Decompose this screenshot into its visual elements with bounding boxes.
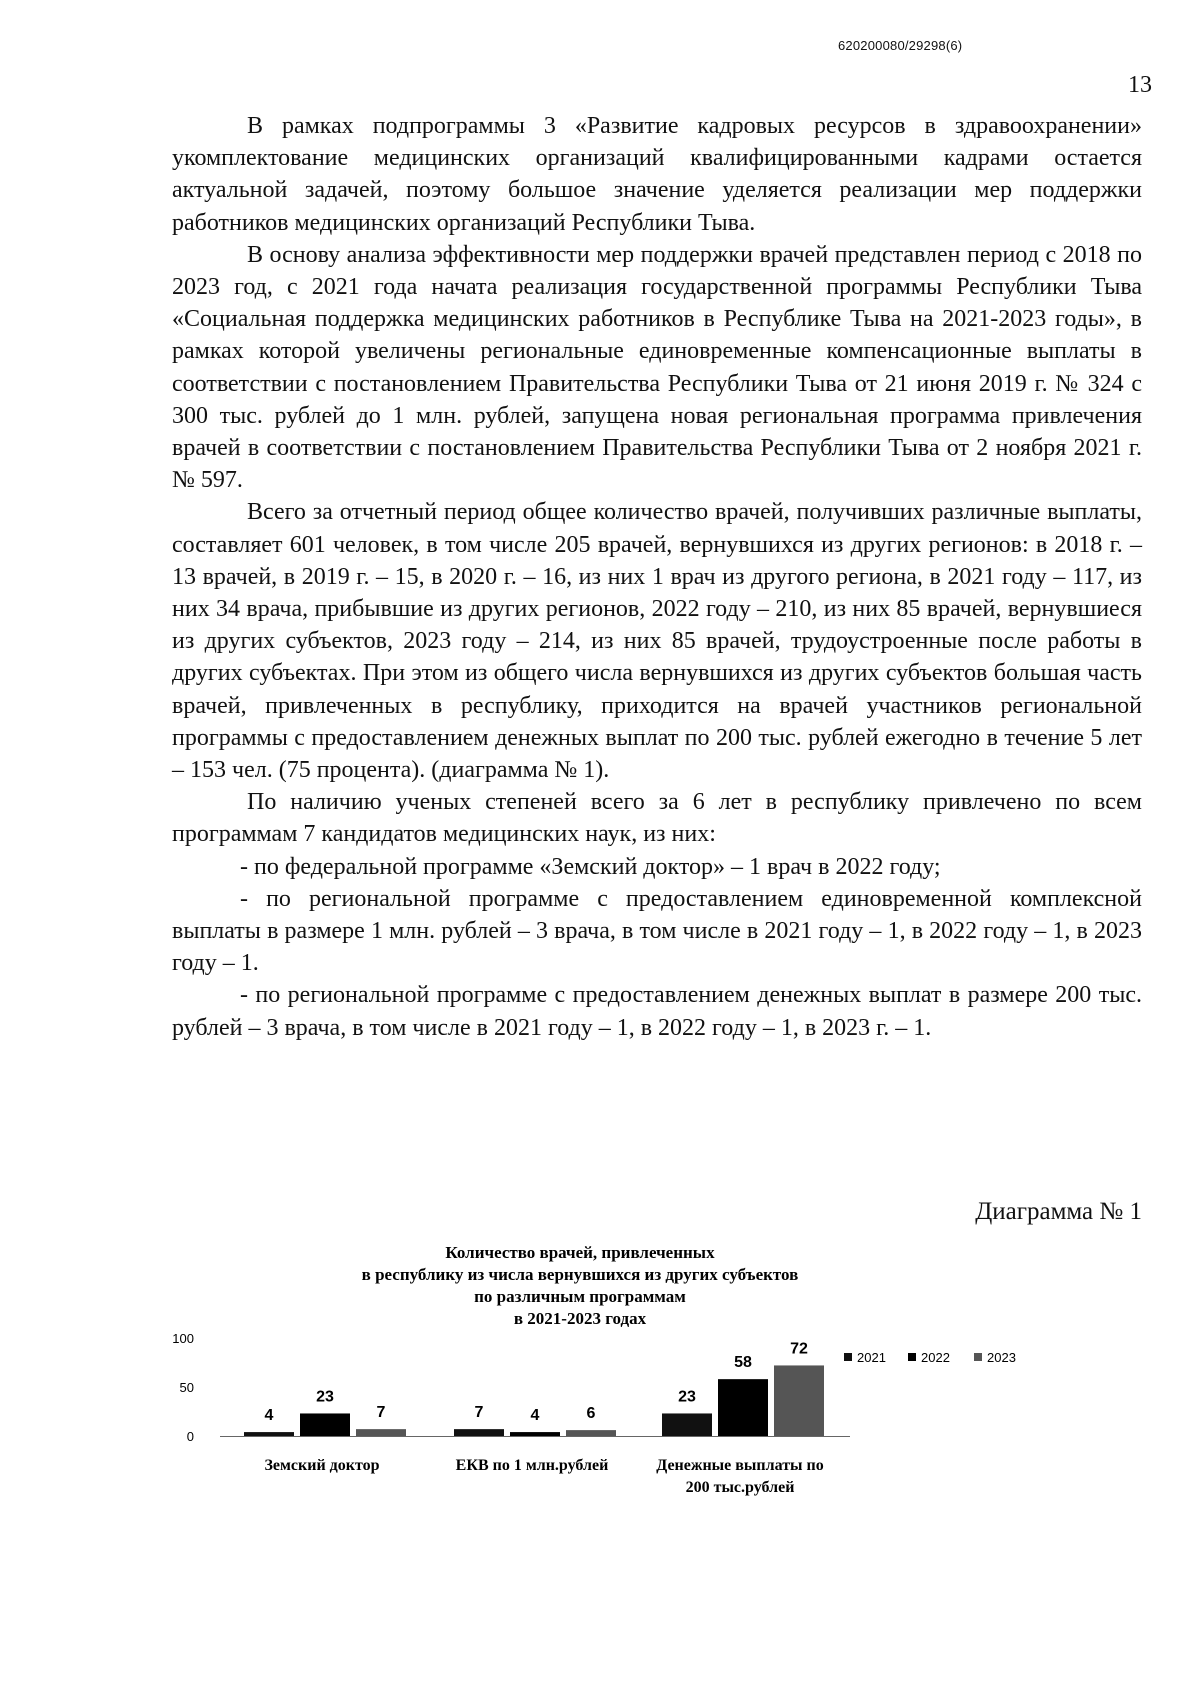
legend-swatch: [974, 1353, 982, 1361]
body-text: [172, 110, 1142, 1044]
data-label: 23: [678, 1388, 696, 1406]
category-label: Земский доктор: [264, 1457, 380, 1474]
paragraph: Всего за отчетный период общее количество врачей, получивших различные выплаты, составляет 601 человек, в том числе 205 врачей, вернувшихся из других регионов: в 2018 г. – 13 врачей, в 2019 г. – 15, в 2020 г. – 16, из них 1 врач из другого региона, в 2021 году – 117, из них 34 врача, прибывшие из других регионов, 2022 году – 210, из них 85 врачей, вернувшиеся из других субъектов, 2023 году – 214, из них 85 врачей, трудоустроенные после работы в других субъектах. При этом из общего числа вернувшихся из других субъектов большая часть врачей, привлеченных в республику, приходится на врачей участников региональной программы с предоставлением денежных выплат по 200 тыс. рублей ежегодно в течение 5 лет – 153 чел. (75 процента). (диаграмма № 1).: [172, 499, 1142, 784]
bar: [356, 1429, 406, 1436]
chart-title-line: в республику из числа вернувшихся из других субъектов: [361, 1265, 799, 1284]
bar: [774, 1365, 824, 1436]
data-label: 72: [790, 1340, 808, 1358]
data-label: 6: [586, 1405, 596, 1423]
list-item: - по региональной программе с предоставлением единовременной комплексной выплаты в размере 1 млн. рублей – 3 врача, в том числе в 2021 году – 1, в 2022 году – 1, в 2023 году – 1.: [172, 885, 1142, 977]
category-label: Денежные выплаты по: [656, 1457, 824, 1474]
legend-swatch: [844, 1353, 852, 1361]
list-item: - по региональной программе с предоставлением денежных выплат в размере 200 тыс. рублей – 3 врача, в том числе в 2021 году – 1, в 2022 году – 1, в 2023 г. – 1.: [172, 982, 1142, 1041]
data-label: 4: [530, 1407, 540, 1425]
bar: [718, 1379, 768, 1436]
category-label: 200 тыс.рублей: [685, 1479, 795, 1496]
list-item: - по федеральной программе «Земский доктор» – 1 врач в 2022 году;: [240, 853, 941, 880]
data-label: 7: [376, 1404, 386, 1422]
chart-title-line: в 2021-2023 годах: [513, 1309, 647, 1328]
bar: [300, 1413, 350, 1436]
chart-title-line: по различным программам: [474, 1287, 686, 1306]
data-label: 58: [734, 1354, 752, 1372]
y-tick-label: 0: [186, 1429, 194, 1444]
category-label: ЕКВ по 1 млн.рублей: [455, 1457, 609, 1474]
legend-swatch: [908, 1353, 916, 1361]
legend-label: 2023: [987, 1350, 1016, 1365]
bar: [244, 1432, 294, 1436]
chart-title-line: Количество врачей, привлеченных: [445, 1243, 715, 1262]
legend-label: 2021: [857, 1350, 886, 1365]
chart-svg: [150, 1238, 1150, 1528]
data-label: 4: [264, 1407, 274, 1425]
y-tick-label: 50: [179, 1380, 194, 1395]
paragraph: В основу анализа эффективности мер поддержки врачей представлен период с 2018 по 2023 год, с 2021 года начата реализация государственной программы Республики Тыва «Социальная поддержка медицинских работников в Республике Тыва на 2021-2023 годы», в рамках которой увеличены региональные единовременные компенсационные выплаты в соответствии с постановлением Правительства Республики Тыва от 21 июня 2019 г. № 324 с 300 тыс. рублей до 1 млн. рублей, запущена новая региональная программа привлечения врачей в соответствии с постановлением Правительства Республики Тыва от 2 ноября 2021 г. № 597.: [172, 241, 1142, 494]
bar: [454, 1429, 504, 1436]
data-label: 7: [474, 1404, 484, 1422]
paragraph: В рамках подпрограммы 3 «Развитие кадровых ресурсов в здравоохранении» укомплектование медицинских организаций квалифицированными кадрами остается актуальной задачей, поэтому большое значение уделяется реализации мер поддержки работников медицинских организаций Республики Тыва.: [172, 113, 1142, 236]
document-id: 620200080/29298(6): [838, 38, 963, 53]
bar: [510, 1432, 560, 1436]
page-number: 13: [1128, 72, 1152, 98]
bar: [566, 1430, 616, 1436]
bar-chart: [150, 1238, 1150, 1528]
data-label: 23: [316, 1388, 334, 1406]
diagram-label: Диаграмма № 1: [975, 1198, 1142, 1225]
y-tick-label: 100: [172, 1331, 194, 1346]
bar: [662, 1413, 712, 1436]
legend-label: 2022: [921, 1350, 950, 1365]
paragraph: По наличию ученых степеней всего за 6 лет в республику привлечено по всем программам 7 кандидатов медицинских наук, из них:: [172, 789, 1142, 848]
